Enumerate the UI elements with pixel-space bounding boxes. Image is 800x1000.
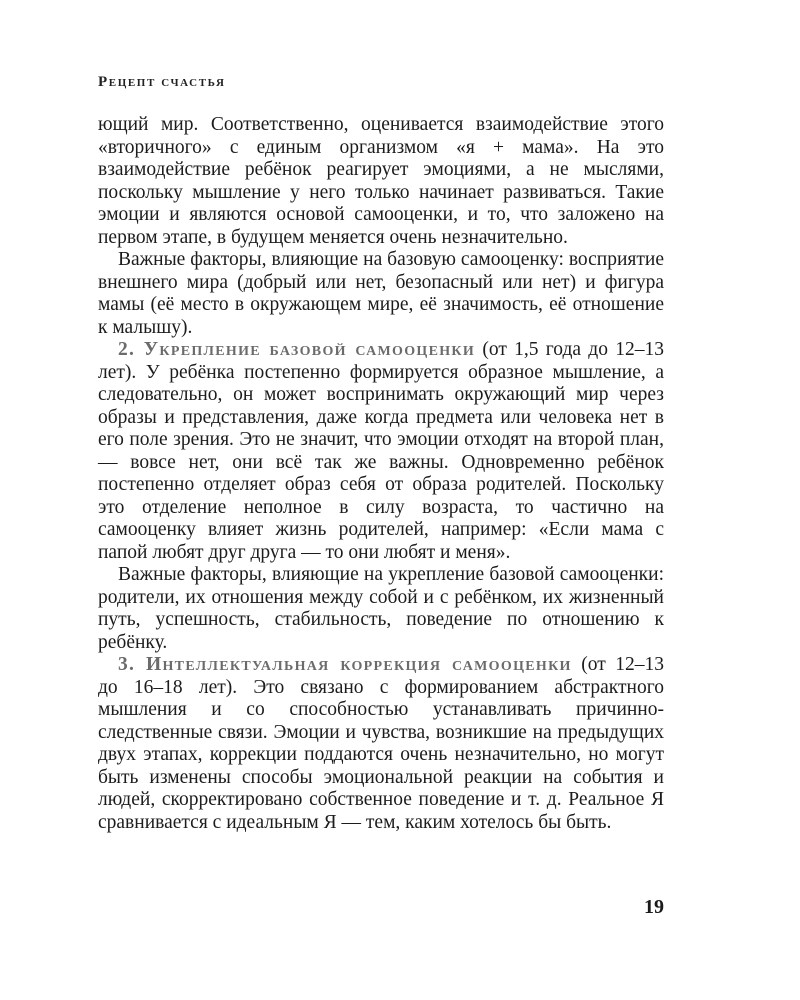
paragraph-5 (98, 654, 664, 834)
page-number: 19 (644, 896, 664, 918)
body-text (98, 114, 664, 834)
paragraph-3 (98, 339, 664, 564)
section-heading-2: 2. Укрепление базовой самооценки (118, 339, 476, 360)
running-head: Рецепт счастья (98, 74, 226, 90)
paragraph-2 (98, 249, 664, 339)
section-heading-3: 3. Интеллектуальная коррекция самооценки (118, 654, 572, 675)
paragraph-1-text: ющий мир. Соответственно, оценивается взаимодействие этого «вторичного» с единым организмом «я + мама». На это взаимодействие ребёнок реагирует эмоциями, а не мыслями, поскольку мышление у него только начинает развиваться. Такие эмоции и являются основой самооценки, и то, что заложено на первом этапе, в будущем меняется очень незначительно. (98, 114, 664, 248)
paragraph-4 (98, 564, 664, 654)
paragraph-2-text: Важные факторы, влияющие на базовую самооценку: восприятие внешнего мира (добрый или нет, безопасный или нет) и фигура мамы (её место в окружающем мире, её значимость, её отношение к малышу). (98, 249, 664, 338)
paragraph-3-text: (от 1,5 года до 12–13 лет). У ребёнка постепенно формируется образное мышление, а следовательно, он может воспринимать окружающий мир через образы и представления, даже когда предмета или человека нет в его поле зрения. Это не значит, что эмоции отходят на второй план, — вовсе нет, они всё так же важны. Одновременно ребёнок постепенно отделяет образ себя от образа родителей. Поскольку это отделение неполное в силу возраста, то частично на самооценку влияет жизнь родителей, например: «Если мама с папой любят друг друга — то они любят и меня». (98, 339, 664, 563)
paragraph-5-text: (от 12–13 до 16–18 лет). Это связано с формированием абстрактного мышления и со способностью устанавливать причинно-следственные связи. Эмоции и чувства, возникшие на предыдущих двух этапах, коррекции поддаются очень незначительно, но могут быть изменены способы эмоциональной реакции на события и людей, скорректировано собственное поведение и т. д. Реальное Я сравнивается с идеальным Я — тем, каким хотелось бы быть. (98, 654, 664, 833)
paragraph-4-text: Важные факторы, влияющие на укрепление базовой самооценки: родители, их отношения между собой и с ребёнком, их жизненный путь, успешность, стабильность, поведение по отношению к ребёнку. (98, 564, 664, 653)
paragraph-1 (98, 114, 664, 249)
